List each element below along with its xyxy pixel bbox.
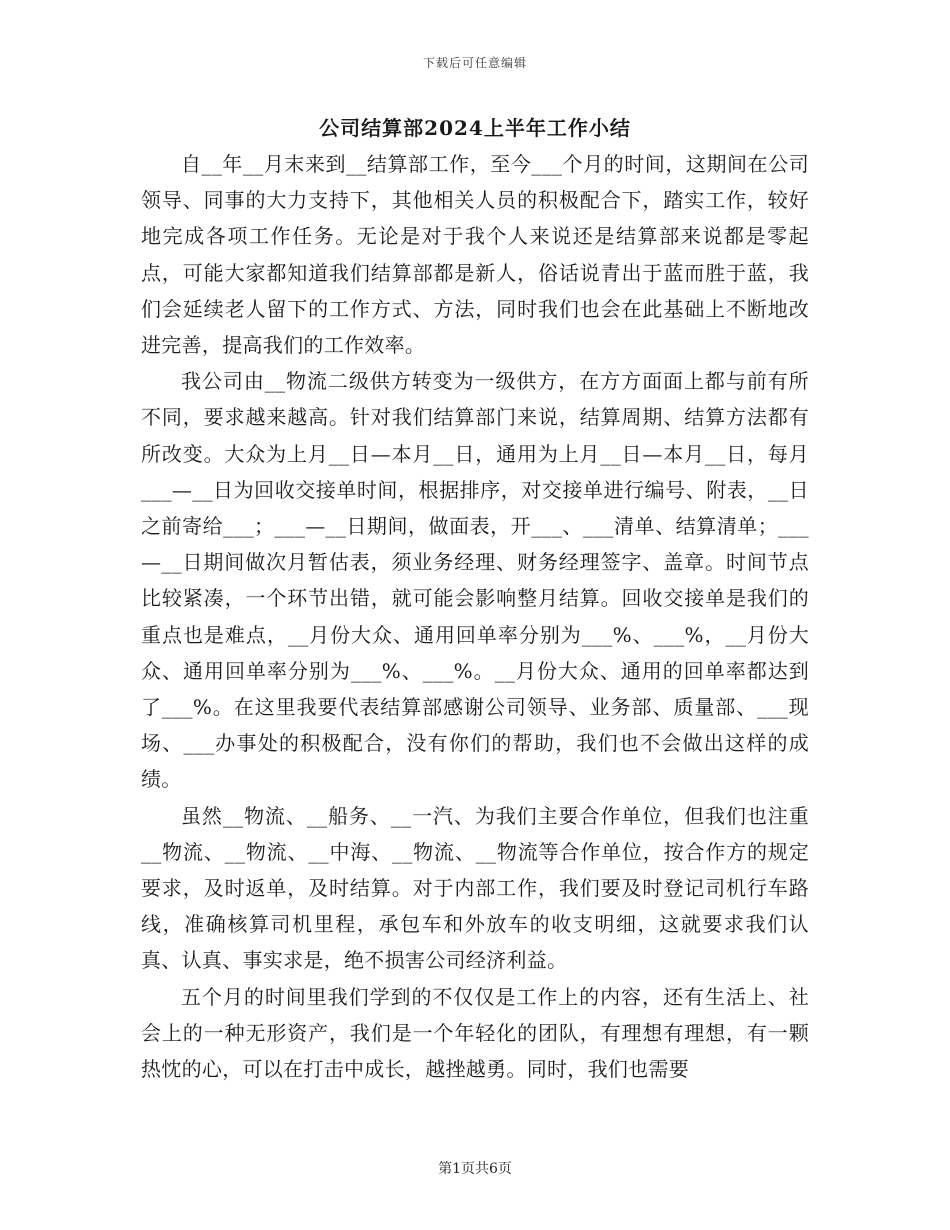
- header-note: 下载后可任意编辑: [422, 56, 527, 70]
- paragraph-4: 五个月的时间里我们学到的不仅仅是工作上的内容，还有生活上、社会上的一种无形资产，我们是一个年轻化的团队，有理想有理想，有一颗热忱的心，可以在打击中成长，越挫越勇。同时，我们也需要: [141, 984, 809, 1082]
- paragraph-2: 我公司由__物流二级供方转变为一级供方，在方方面面上都与前有所不同，要求越来越高。针对我们结算部门来说，结算周期、结算方法都有所改变。大众为上月__日—本月__日，通用为上月__日—本月__日，每月___—__日为回收交接单时间，根据排序，对交接单进行编号、附表，__日之前寄给___；___—__日期间，做面表，开___、___清单、结算清单；___—__日期间做次月暂估表，须业务经理、财务经理签字、盖章。时间节点比较紧凑，一个环节出错，就可能会影响整月结算。回收交接单是我们的重点也是难点，__月份大众、通用回单率分别为___%、___%，__月份大众、通用回单率分别为___%、___%。__月份大众、通用的回单率都达到了___%。在这里我要代表结算部感谢公司领导、业务部、质量部、___现场、___办事处的积极配合，没有你们的帮助，我们也不会做出这样的成绩。: [141, 369, 809, 792]
- paragraph-1: 自__年__月末来到__结算部工作，至今___个月的时间，这期间在公司领导、同事的大力支持下，其他相关人员的积极配合下，踏实工作，较好地完成各项工作任务。无论是对于我个人来说还是结算部来说都是零起点，可能大家都知道我们结算部都是新人，俗话说青出于蓝而胜于蓝，我们会延续老人留下的工作方式、方法，同时我们也会在此基础上不断地改进完善，提高我们的工作效率。: [141, 152, 809, 358]
- paragraph-3: 虽然__物流、__船务、__一汽、为我们主要合作单位，但我们也注重__物流、__物流、__中海、__物流、__物流等合作单位，按合作方的规定要求，及时返单，及时结算。对于内部工作，我们要及时登记司机行车路线，准确核算司机里程，承包车和外放车的收支明细，这就要求我们认真、认真、事实求是，绝不损害公司经济利益。: [141, 803, 809, 973]
- page-number-footer: 第1页共6页: [438, 1161, 512, 1177]
- document-title: 公司结算部2024上半年工作小结: [319, 116, 631, 140]
- document-body: [141, 146, 809, 1087]
